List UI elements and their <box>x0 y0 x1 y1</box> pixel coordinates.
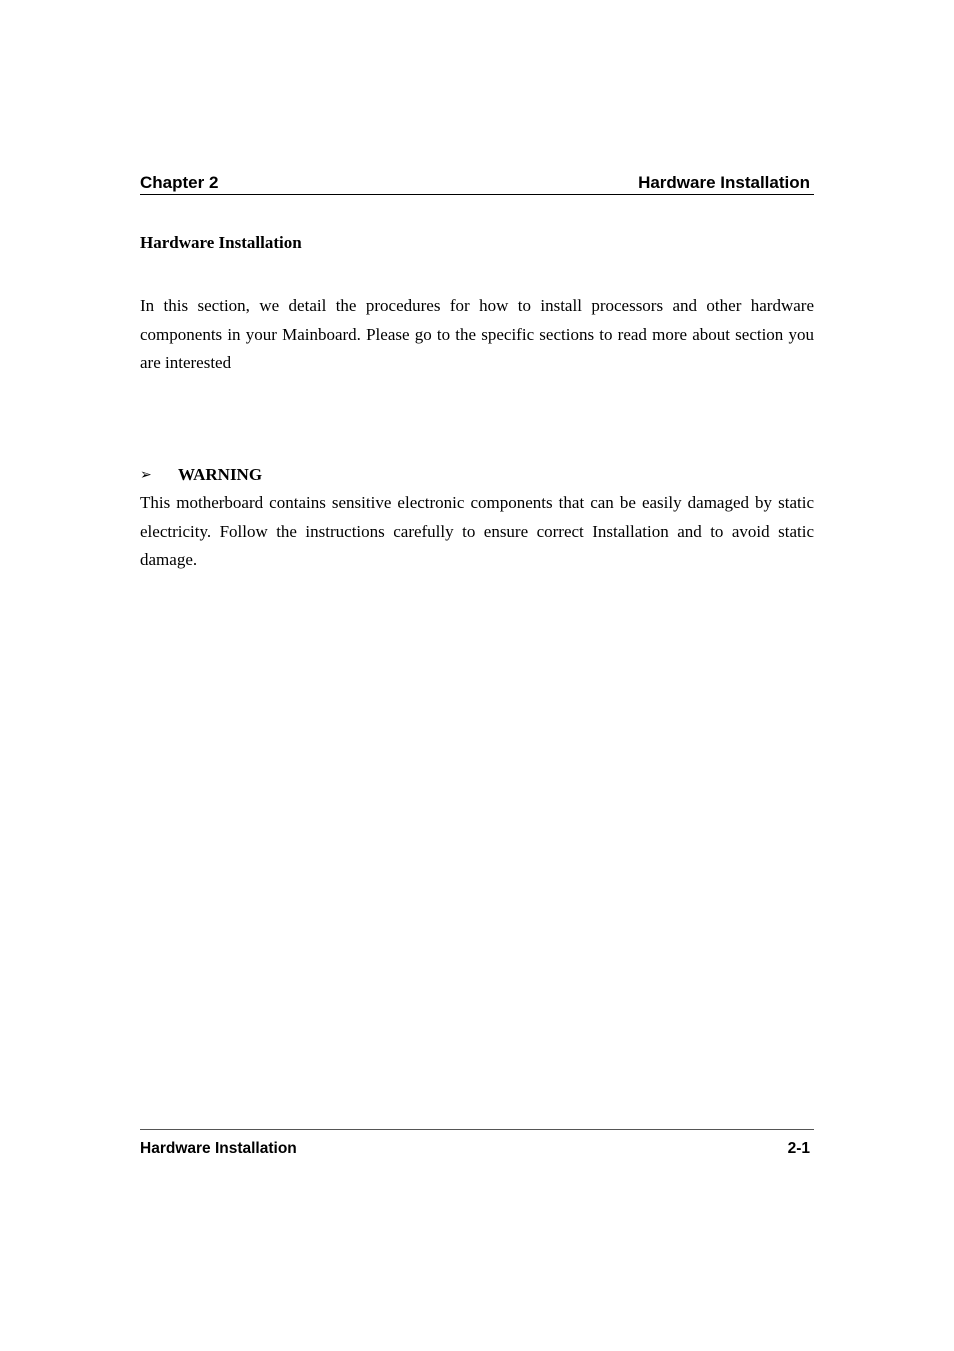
header-chapter: Chapter 2 <box>140 173 219 192</box>
intro-paragraph: In this section, we detail the procedures for how to install processors and other hardware components in your Mainboard. Please go to the specific sections to read more about section you are interested <box>140 296 814 372</box>
header-title: Hardware Installation <box>638 173 810 192</box>
page-footer <box>140 1138 814 1160</box>
footer-divider <box>140 1129 814 1130</box>
warning-paragraph: This motherboard contains sensitive electronic components that can be easily damaged by static electricity. Follow the instructions carefully to ensure correct Installation and to avoid static damage. <box>140 493 814 569</box>
page-header <box>140 172 814 195</box>
warning-heading <box>140 462 262 488</box>
footer-title: Hardware Installation <box>140 1140 297 1157</box>
warning-label: WARNING <box>178 465 263 484</box>
page-number: 2-1 <box>787 1140 810 1157</box>
section-title: Hardware Installation <box>140 233 302 252</box>
arrow-bullet-icon: ➢ <box>140 467 152 483</box>
